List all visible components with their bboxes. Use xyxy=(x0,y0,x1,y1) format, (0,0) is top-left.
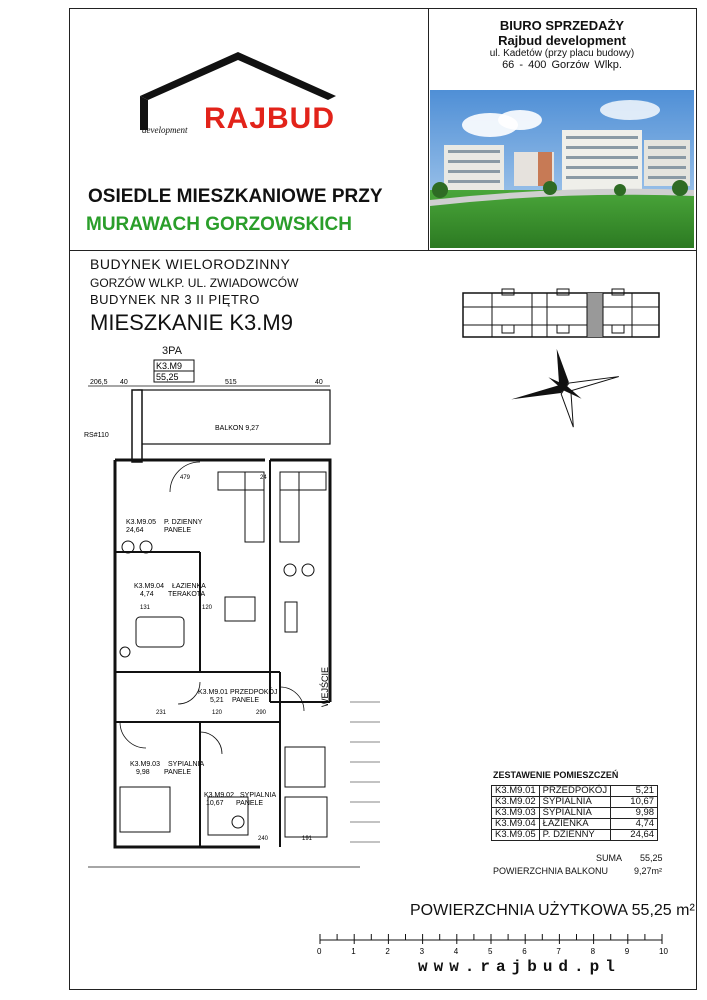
room-name-02: SYPIALNIA xyxy=(240,792,277,799)
office-city: 66 - 400 Gorzów Wlkp. xyxy=(502,59,622,71)
website-url: www.rajbud.pl xyxy=(418,958,621,976)
dim-131: 131 xyxy=(140,605,151,611)
summary-name: ŁAZIENKA xyxy=(539,819,610,830)
scale-label: 10 xyxy=(659,947,668,956)
rs-label: RS#110 xyxy=(84,432,109,439)
summary-code: K3.M9.01 xyxy=(492,786,540,797)
room-floor-01: PANELE xyxy=(232,697,260,704)
dim-231: 231 xyxy=(156,710,167,716)
dim-290: 290 xyxy=(256,710,267,716)
room-floor-03: PANELE xyxy=(164,769,192,776)
floor-plan xyxy=(80,342,410,882)
room-area-02: 10,67 xyxy=(206,800,224,807)
room-floor-04: TERAKOTA xyxy=(168,591,206,598)
plan-unit-code: K3.M9 xyxy=(156,361,183,371)
estate-title-line1: OSIEDLE MIESZKANIOWE PRZY xyxy=(88,186,383,207)
scale-label: 3 xyxy=(419,947,425,956)
dim-top-3: 515 xyxy=(225,379,237,386)
building-floor: BUDYNEK NR 3 II PIĘTRO xyxy=(90,292,260,307)
building-address: GORZÓW WLKP. UL. ZWIADOWCÓW xyxy=(90,276,299,290)
scale-label: 2 xyxy=(385,947,390,956)
scale-label: 5 xyxy=(488,947,493,956)
plan-unit-area: 55,25 xyxy=(156,372,179,382)
key-plan-unit-highlight xyxy=(587,293,603,337)
logo-subtitle: development xyxy=(142,125,188,135)
stair-label: 3PA xyxy=(162,345,182,357)
office-title: BIURO SPRZEDAŻY xyxy=(499,18,625,33)
scale-label: 7 xyxy=(556,947,561,956)
logo-wordmark: RAJBUD xyxy=(204,102,336,135)
room-code-05: K3.M9.05 xyxy=(126,519,156,526)
balcony-label: BALKON 9,27 xyxy=(215,425,259,432)
summary-row xyxy=(492,797,658,808)
room-name-03: SYPIALNIA xyxy=(168,761,205,768)
office-company: Rajbud development xyxy=(498,33,626,48)
office-street: ul. Kadetów (przy placu budowy) xyxy=(489,48,635,59)
north-arrow xyxy=(505,340,625,440)
dim-top-4: 40 xyxy=(315,379,323,386)
summary-row xyxy=(492,786,658,797)
summary-row xyxy=(492,830,658,841)
balcony-area-value: 9,27m² xyxy=(634,866,663,876)
key-plan xyxy=(462,287,660,343)
summary-area: 9,98 xyxy=(611,808,658,819)
room-code-01: K3.M9.01 xyxy=(198,689,228,696)
room-floor-05: PANELE xyxy=(164,527,192,534)
room-floor-02: PANELE xyxy=(236,800,264,807)
dim-top-2: 40 xyxy=(120,379,128,386)
header-bottom-rule xyxy=(69,250,697,251)
summary-title: ZESTAWENIE POMIESZCZEŃ xyxy=(493,770,619,780)
summary-name: PRZEDPOKÓJ xyxy=(539,786,610,797)
summary-table xyxy=(491,785,658,841)
summary-code: K3.M9.05 xyxy=(492,830,540,841)
scale-label: 4 xyxy=(453,947,459,956)
summary-code: K3.M9.02 xyxy=(492,797,540,808)
estate-title-line2: MURAWACH GORZOWSKICH xyxy=(86,214,352,235)
summary-area: 24,64 xyxy=(611,830,658,841)
room-name-05: P. DZIENNY xyxy=(164,519,203,526)
dim-top-1: 206,5 xyxy=(90,379,108,386)
summary-code: K3.M9.03 xyxy=(492,808,540,819)
summary-row xyxy=(492,808,658,819)
building-rendering xyxy=(430,90,694,248)
room-area-04: 4,74 xyxy=(140,591,154,598)
room-area-01: 5,21 xyxy=(210,697,224,704)
dim-240: 240 xyxy=(258,836,269,842)
scale-bar xyxy=(317,932,668,956)
entrance-label: WEJŚCIE xyxy=(320,666,330,707)
summary-name: SYPIALNIA xyxy=(539,797,610,808)
room-code-03: K3.M9.03 xyxy=(130,761,160,768)
summary-area: 10,67 xyxy=(611,797,658,808)
summary-code: K3.M9.04 xyxy=(492,819,540,830)
dim-191: 191 xyxy=(302,836,313,842)
flat-title: MIESZKANIE K3.M9 xyxy=(90,310,293,335)
summary-area: 5,21 xyxy=(611,786,658,797)
header-divider xyxy=(428,8,429,250)
summary-sum-label: SUMA xyxy=(596,853,623,863)
scale-label: 6 xyxy=(522,947,527,956)
summary-name: SYPIALNIA xyxy=(539,808,610,819)
dim-120a: 120 xyxy=(202,605,213,611)
room-code-04: K3.M9.04 xyxy=(134,583,164,590)
scale-label: 0 xyxy=(317,947,322,956)
sales-office xyxy=(430,18,694,71)
dim-120b: 120 xyxy=(212,710,223,716)
dim-479: 479 xyxy=(180,475,191,481)
summary-sum-value: 55,25 xyxy=(640,853,663,863)
room-name-04: ŁAZIENKA xyxy=(172,583,206,590)
usable-area: POWIERZCHNIA UŻYTKOWA 55,25 m² xyxy=(410,902,695,919)
room-area-03: 9,98 xyxy=(136,769,150,776)
scale-label: 9 xyxy=(624,947,630,956)
room-code-02: K3.M9.02 xyxy=(204,792,234,799)
dim-24: 24 xyxy=(260,475,267,481)
balcony-area-label: POWIERZCHNIA BALKONU xyxy=(493,866,609,876)
building-type: BUDYNEK WIELORODZINNY xyxy=(90,256,291,272)
room-area-05: 24,64 xyxy=(126,527,144,534)
room-name-01: PRZEDPOKÓJ xyxy=(230,689,278,696)
summary-name: P. DZIENNY xyxy=(539,830,610,841)
summary-row xyxy=(492,819,658,830)
summary-area: 4,74 xyxy=(611,819,658,830)
scale-label: 1 xyxy=(351,947,356,956)
scale-label: 8 xyxy=(590,947,596,956)
